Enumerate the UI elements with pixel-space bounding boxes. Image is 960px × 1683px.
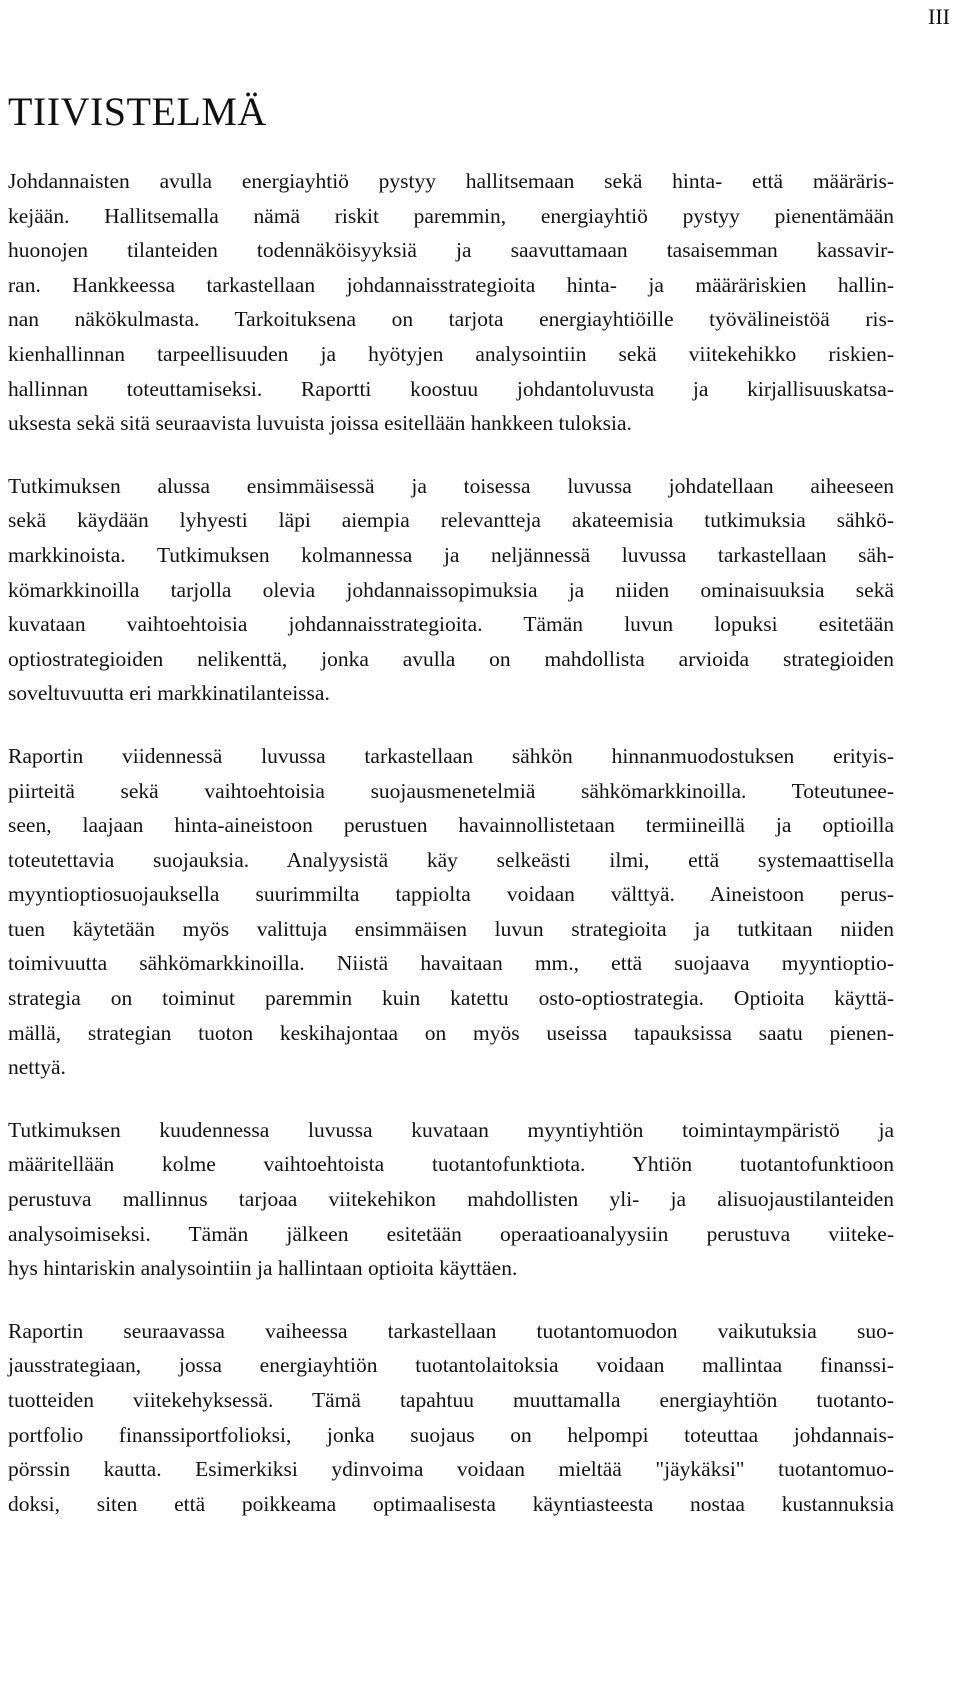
text-line: strategia on toiminut paremmin kuin katettu osto-optiostrategia. Optioita käyttä- — [8, 986, 894, 1011]
text-line: mällä, strategian tuoton keskihajontaa on myös useissa tapauksissa saatu pienen- — [8, 1020, 894, 1045]
text-line: soveltuvuutta eri markkinatilanteissa. — [8, 681, 330, 706]
text-line: kuvataan vaihtoehtoisia johdannaisstrategioita. Tämän luvun lopuksi esitetään — [8, 612, 894, 637]
text-line: Raportin viidennessä luvussa tarkastellaan sähkön hinnanmuodostuksen erityis- — [8, 743, 894, 768]
paragraph — [8, 739, 894, 1085]
text-line: hys hintariskin analysointiin ja hallintaan optioita käyttäen. — [8, 1256, 518, 1281]
text-line: optiostrategioiden nelikenttä, jonka avulla on mahdollista arvioida strategioiden — [8, 646, 894, 671]
text-line: hallinnan toteuttamiseksi. Raportti koostuu johdantoluvusta ja kirjallisuuskatsa- — [8, 376, 894, 401]
text-line: jausstrategiaan, jossa energiayhtiön tuotantolaitoksia voidaan mallintaa finanssi- — [8, 1353, 894, 1378]
text-line: Tutkimuksen kuudennessa luvussa kuvataan myyntiyhtiön toimintaympäristö ja — [8, 1117, 894, 1142]
text-line: Tutkimuksen alussa ensimmäisessä ja toisessa luvussa johdatellaan aiheeseen — [8, 473, 894, 498]
text-line: Johdannaisten avulla energiayhtiö pystyy hallitsemaan sekä hinta- että määräris- — [8, 169, 894, 193]
text-line: analysoimiseksi. Tämän jälkeen esitetään operaatioanalyysiin perustuva viiteke- — [8, 1221, 894, 1246]
text-line: toteutettavia suojauksia. Analyysistä käy selkeästi ilmi, että systemaattisella — [8, 847, 894, 872]
text-line: perustuva mallinnus tarjoaa viitekehikon mahdollisten yli- ja alisuojaustilanteiden — [8, 1187, 894, 1212]
text-line: uksesta sekä sitä seuraavista luvuista joissa esitellään hankkeen tuloksia. — [8, 411, 632, 436]
paragraph — [8, 1314, 894, 1522]
text-line: nettyä. — [8, 1055, 66, 1080]
text-line: ran. Hankkeessa tarkastellaan johdannaisstrategioita hinta- ja määräriskien hallin- — [8, 272, 894, 297]
paragraph — [8, 469, 894, 711]
text-line: tuen käytetään myös valittuja ensimmäisen luvun strategioita ja tutkitaan niiden — [8, 916, 894, 941]
text-line: tuotteiden viitekehyksessä. Tämä tapahtuu muuttamalla energiayhtiön tuotanto- — [8, 1388, 894, 1412]
text-line: myyntioptiosuojauksella suurimmilta tappiolta voidaan välttyä. Aineistoon perus- — [8, 882, 894, 907]
abstract-body — [8, 164, 894, 1549]
text-line: Raportin seuraavassa vaiheessa tarkastellaan tuotantomuodon vaikutuksia suo- — [8, 1318, 894, 1343]
page-number: III — [928, 4, 950, 29]
text-line: sekä käydään lyhyesti läpi aiempia relevantteja akateemisia tutkimuksia sähkö- — [8, 508, 894, 533]
text-line: piirteitä sekä vaihtoehtoisia suojausmenetelmiä sähkömarkkinoilla. Toteutunee- — [8, 778, 894, 803]
paragraph — [8, 1113, 894, 1286]
text-line: huonojen tilanteiden todennäköisyyksiä ja saavuttamaan tasaisemman kassavir- — [8, 238, 894, 263]
text-line: kömarkkinoilla tarjolla olevia johdannaissopimuksia ja niiden ominaisuuksia sekä — [8, 577, 894, 602]
paragraph — [8, 164, 894, 441]
text-line: pörssin kautta. Esimerkiksi ydinvoima voidaan mieltää "jäykäksi" tuotantomuo- — [8, 1457, 894, 1482]
text-line: kejään. Hallitsemalla nämä riskit paremmin, energiayhtiö pystyy pienentämään — [8, 203, 894, 228]
page-title: TIIVISTELMÄ — [8, 89, 267, 134]
text-line: markkinoista. Tutkimuksen kolmannessa ja neljännessä luvussa tarkastellaan säh- — [8, 542, 894, 567]
text-line: toimivuutta sähkömarkkinoilla. Niistä havaitaan mm., että suojaava myyntioptio- — [8, 951, 894, 976]
text-line: seen, laajaan hinta-aineistoon perustuen havainnollistetaan termiineillä ja optioilla — [8, 813, 894, 838]
text-line: nan näkökulmasta. Tarkoituksena on tarjota energiayhtiöille työvälineistöä ris- — [8, 307, 894, 332]
text-line: doksi, siten että poikkeama optimaalisesta käyntiasteesta nostaa kustannuksia — [8, 1491, 894, 1516]
text-line: kienhallinnan tarpeellisuuden ja hyötyjen analysointiin sekä viitekehikko riskien- — [8, 341, 894, 366]
text-line: määritellään kolme vaihtoehtoista tuotantofunktiota. Yhtiön tuotantofunktioon — [8, 1152, 894, 1177]
text-line: portfolio finanssiportfolioksi, jonka suojaus on helpompi toteuttaa johdannais- — [8, 1422, 894, 1447]
